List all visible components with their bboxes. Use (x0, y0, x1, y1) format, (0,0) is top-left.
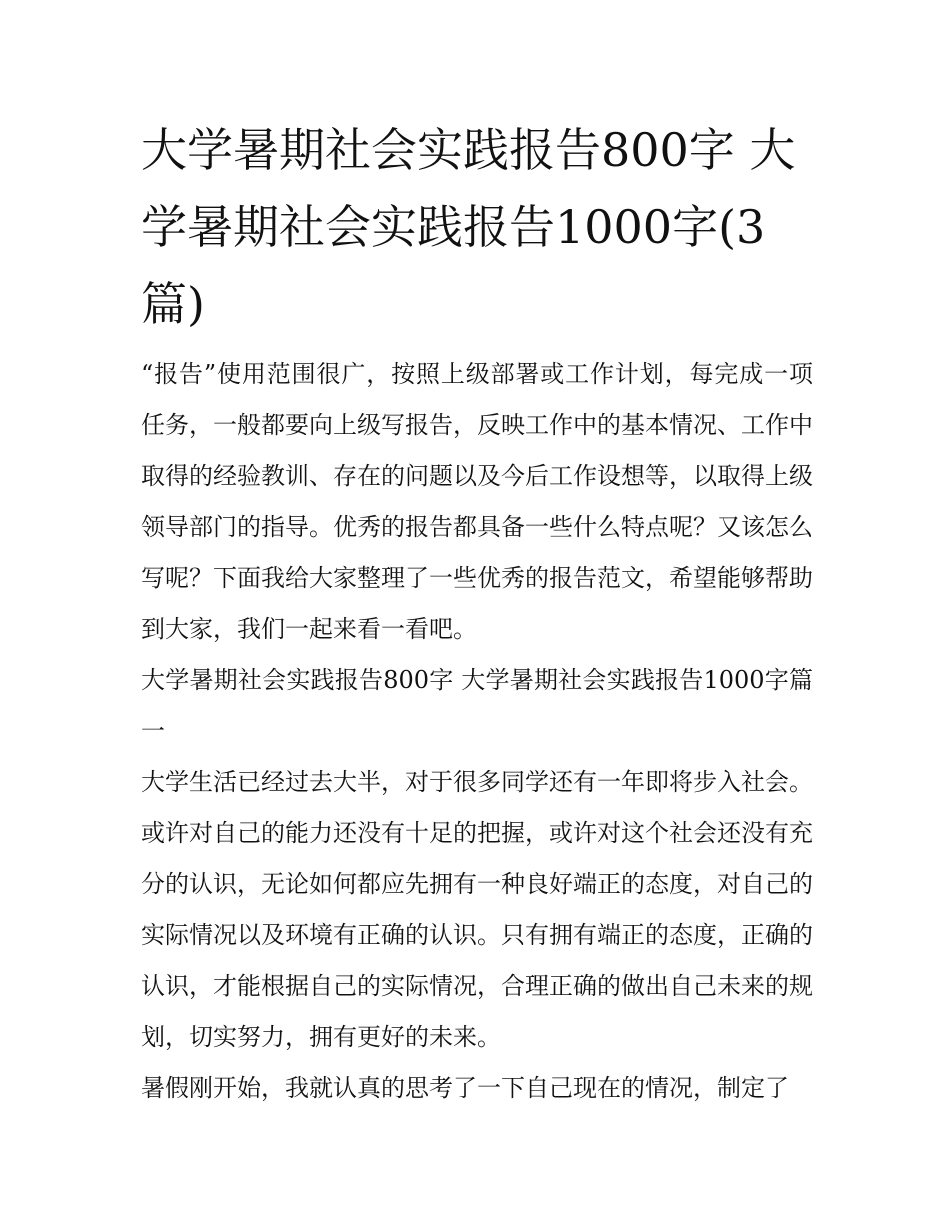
body-paragraph-2: 暑假刚开始，我就认真的思考了一下自己现在的情况，制定了 (141, 1074, 789, 1102)
intro-paragraph: “报告”使用范围很广，按照上级部署或工作计划，每完成一项任务，一般都要向上级写报告，反映工作中的基本情况、工作中取得的经验教训、存在的问题以及今后工作设想等，以取得上级领导部门的指导。优秀的报告都具备一些什么特点呢？又该怎么写呢？下面我给大家整理了一些优秀的报告范文，希望能够帮助到大家，我们一起来看一看吧。 (141, 360, 813, 643)
document-title: 大学暑期社会实践报告800字 大学暑期社会实践报告1000字(3篇) (141, 123, 796, 331)
section-heading: 大学暑期社会实践报告800字 大学暑期社会实践报告1000字篇一 (141, 666, 813, 745)
body-paragraph-1: 大学生活已经过去大半，对于很多同学还有一年即将步入社会。或许对自己的能力还没有十足的把握，或许对这个社会还没有充分的认识，无论如何都应先拥有一种良好端正的态度，对自己的实际情况以及环境有正确的认识。只有拥有端正的态度，正确的认识，才能根据自己的实际情况，合理正确的做出自己未来的规划，切实努力，拥有更好的未来。 (141, 768, 813, 1051)
document-content (141, 112, 813, 1114)
